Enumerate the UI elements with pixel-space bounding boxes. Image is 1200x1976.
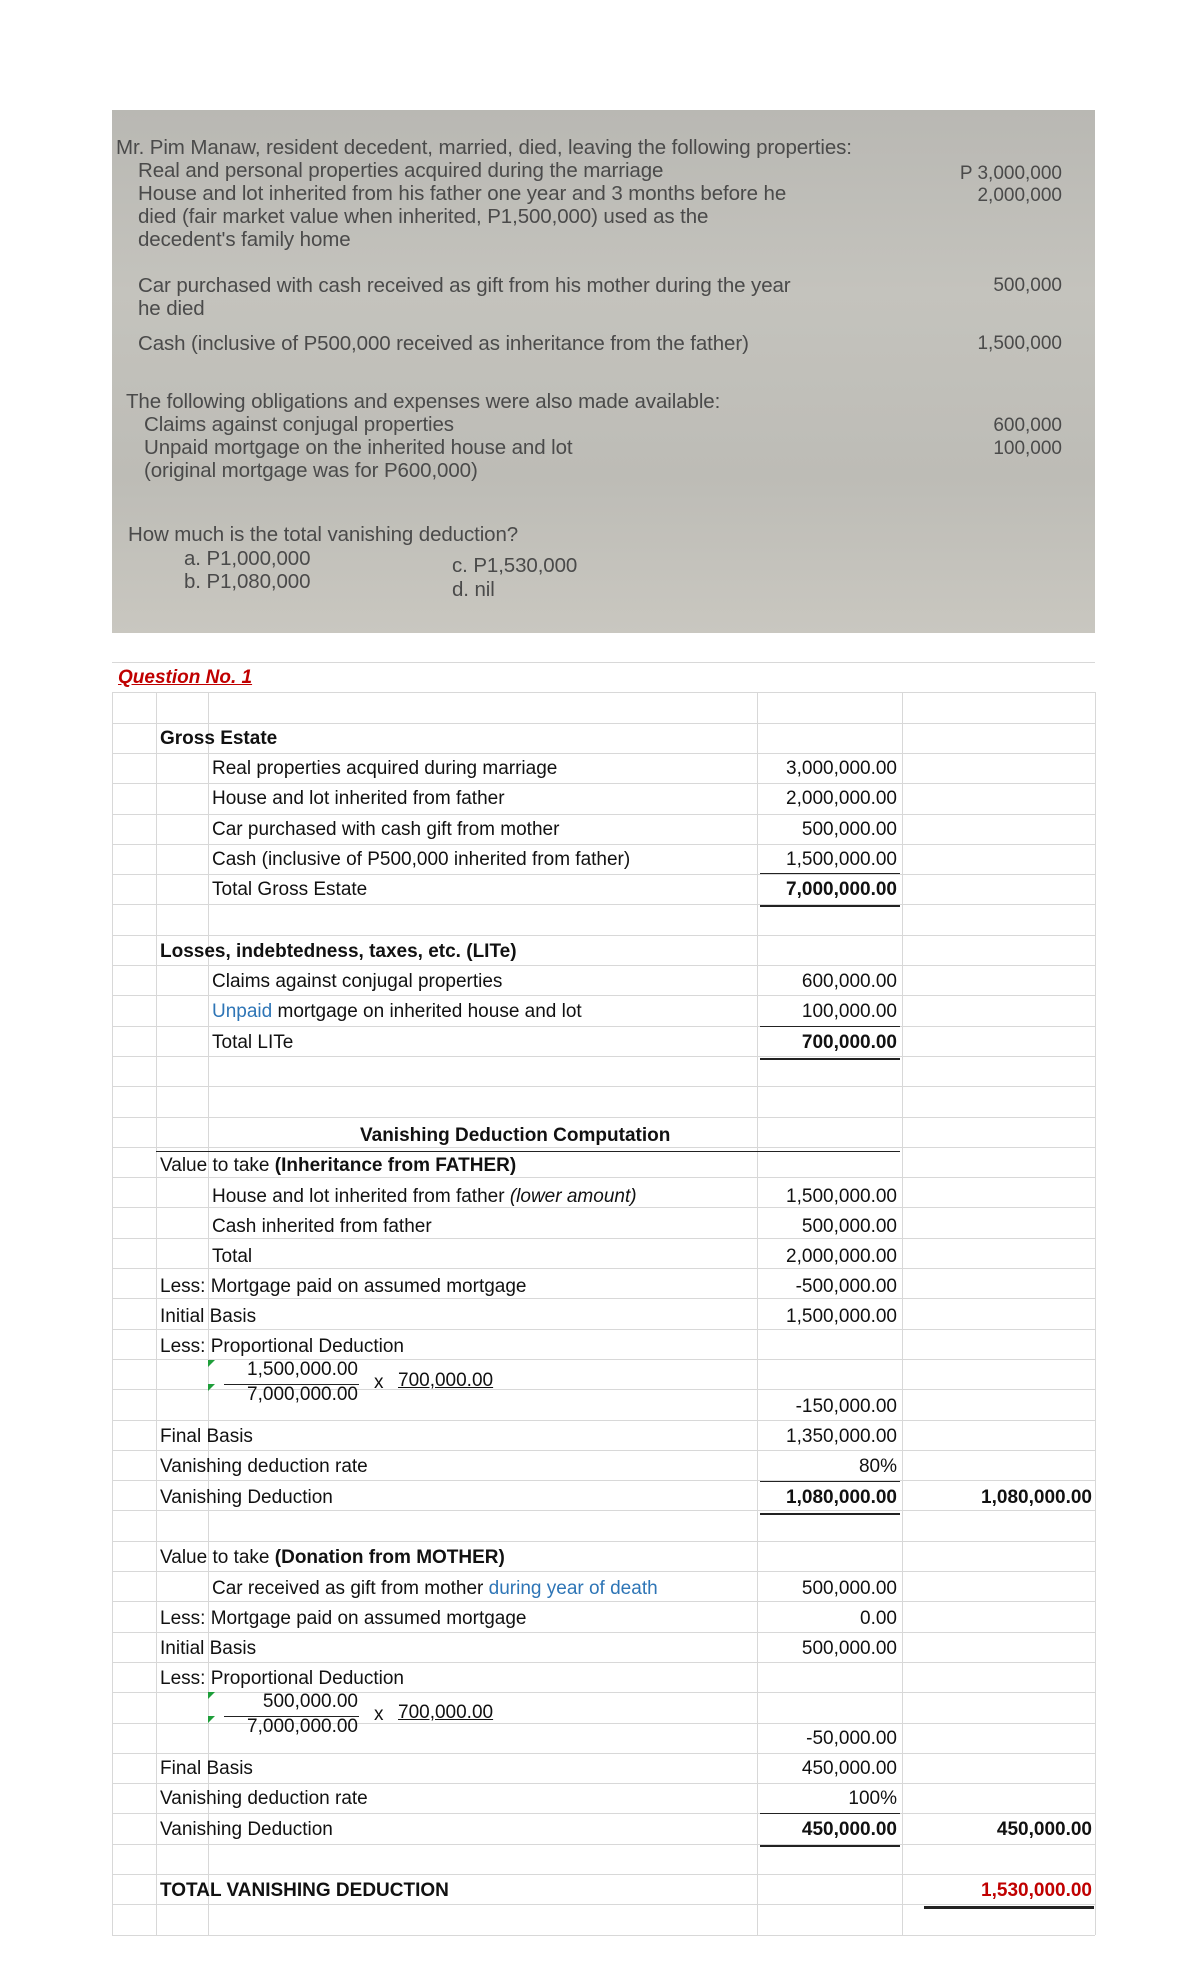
gross-estate-item-amount: 500,000.00 [801, 819, 897, 840]
mother-fraction-numerator: 500,000.00 [262, 1691, 358, 1712]
obligation-line: (original mortgage was for P600,000) [144, 459, 478, 482]
choice-a: a. P1,000,000 [184, 547, 311, 570]
property-amount: 500,000 [993, 275, 1062, 296]
mother-initial-amount: 500,000.00 [801, 1638, 897, 1659]
property-amount: P 3,000,000 [959, 163, 1062, 184]
value-prefix: Value to take [160, 1547, 275, 1568]
property-line: he died [138, 297, 205, 320]
mother-rate-label: Vanishing deduction rate [160, 1788, 368, 1809]
mother-multiplier: 700,000.00 [398, 1702, 494, 1723]
gross-estate-item-amount: 2,000,000.00 [786, 788, 897, 809]
father-times: x [374, 1372, 384, 1393]
vd-heading: Vanishing Deduction Computation [360, 1125, 671, 1146]
grid-row-line [112, 935, 1095, 936]
mother-vd-label: Vanishing Deduction [160, 1819, 333, 1840]
father-vd-amount: 1,080,000.00 [786, 1487, 897, 1508]
grid-row-line [112, 1662, 1095, 1663]
choice-d: d. nil [452, 578, 495, 601]
lite-total-amount: 700,000.00 [801, 1032, 897, 1053]
father-fraction-denominator: 7,000,000.00 [247, 1384, 358, 1405]
gross-estate-item-label: Car purchased with cash gift from mother [212, 819, 560, 840]
mother-value-to-take [160, 1543, 505, 1573]
lite-heading: Losses, indebtedness, taxes, etc. (LITe) [160, 941, 517, 962]
property-line: House and lot inherited from his father one year and 3 months before he [138, 182, 787, 205]
father-rate-label: Vanishing deduction rate [160, 1456, 368, 1477]
cell-comment-marker [208, 1360, 215, 1367]
problem-intro: Mr. Pim Manaw, resident decedent, married, died, leaving the following properties: [116, 136, 852, 159]
mother-initial-label: Initial Basis [160, 1638, 257, 1659]
property-line: died (fair market value when inherited, P1,500,000) used as the [138, 205, 709, 228]
mother-final-label: Final Basis [160, 1758, 253, 1779]
question-text: How much is the total vanishing deduction? [128, 523, 519, 546]
lite-claims-amount: 600,000.00 [801, 971, 897, 992]
house-label-text: House and lot inherited from father [212, 1186, 510, 1207]
obligation-amount: 100,000 [993, 438, 1062, 459]
gross-estate-heading: Gross Estate [160, 728, 278, 749]
grid-row-line [112, 1117, 1095, 1118]
car-label-text: Car received as gift from mother [212, 1578, 489, 1599]
grid-row-line [112, 692, 1095, 693]
property-line: Real and personal properties acquired during the marriage [138, 159, 664, 182]
lite-total-label: Total LITe [212, 1032, 294, 1053]
father-total-amount: 2,000,000.00 [786, 1246, 897, 1267]
grid-row-line [112, 1329, 1095, 1330]
mother-car-amount: 500,000.00 [801, 1578, 897, 1599]
mother-less-mortgage-label: Less: Mortgage paid on assumed mortgage [160, 1608, 527, 1629]
mother-prop-amount: -50,000.00 [806, 1728, 897, 1749]
father-less-mortgage-label: Less: Mortgage paid on assumed mortgage [160, 1276, 527, 1297]
value-prefix: Value to take [160, 1155, 275, 1176]
lite-mortgage-amount: 100,000.00 [801, 1001, 897, 1022]
property-amount: 2,000,000 [977, 185, 1062, 206]
father-prop-amount: -150,000.00 [795, 1396, 897, 1417]
father-fraction-numerator: 1,500,000.00 [247, 1359, 358, 1380]
gross-estate-total-amount: 7,000,000.00 [786, 879, 897, 900]
mother-car-label [212, 1574, 658, 1604]
obligation-line: Claims against conjugal properties [144, 413, 454, 436]
gross-estate-item-label: Real properties acquired during marriage [212, 758, 558, 779]
during-year-of-death: during year of death [488, 1578, 658, 1599]
grid-row-line [112, 1935, 1095, 1936]
father-final-amount: 1,350,000.00 [786, 1426, 897, 1447]
mother-vd-amount: 450,000.00 [801, 1819, 897, 1840]
grid-row-line [112, 1268, 1095, 1269]
father-house-label [212, 1182, 637, 1212]
grid-row-line [112, 662, 1095, 663]
choice-b: b. P1,080,000 [184, 570, 311, 593]
father-initial-label: Initial Basis [160, 1306, 257, 1327]
choice-c: c. P1,530,000 [452, 554, 578, 577]
cell-comment-marker [208, 1716, 215, 1723]
father-vd-total: 1,080,000.00 [981, 1487, 1092, 1508]
question-label: Question No. 1 [118, 667, 253, 688]
mother-less-prop-label: Less: Proportional Deduction [160, 1668, 404, 1689]
mother-less-mortgage-amount: 0.00 [860, 1608, 897, 1629]
lite-mortgage-label [212, 997, 582, 1027]
unpaid-word: Unpaid [212, 1001, 273, 1022]
father-final-label: Final Basis [160, 1426, 253, 1447]
mortgage-rest: mortgage on inherited house and lot [272, 1001, 582, 1022]
gross-estate-item-amount: 3,000,000.00 [786, 758, 897, 779]
obligation-line: Unpaid mortgage on the inherited house and lot [144, 436, 573, 459]
gross-estate-item-label: Cash (inclusive of P500,000 inherited from father) [212, 849, 631, 870]
gross-estate-item-label: House and lot inherited from father [212, 788, 505, 809]
obligations-intro: The following obligations and expenses were also made available: [126, 390, 721, 413]
mother-times: x [374, 1704, 384, 1725]
grid-row-line [112, 1420, 1095, 1421]
gross-estate-item-amount: 1,500,000.00 [786, 849, 897, 870]
grid-row-line [112, 1753, 1095, 1754]
mother-vd-total: 450,000.00 [996, 1819, 1092, 1840]
property-amount: 1,500,000 [977, 333, 1062, 354]
father-value-to-take [160, 1151, 516, 1181]
problem-photo [112, 110, 1095, 633]
father-multiplier: 700,000.00 [398, 1370, 494, 1391]
father-less-mortgage-amount: -500,000.00 [795, 1276, 897, 1297]
obligation-amount: 600,000 [993, 415, 1062, 436]
value-bold: (Donation from MOTHER) [274, 1547, 505, 1568]
total-vd-amount: 1,530,000.00 [981, 1880, 1092, 1901]
property-line: decedent's family home [138, 228, 351, 251]
cell-comment-marker [208, 1692, 215, 1699]
property-line: Car purchased with cash received as gift from his mother during the year [138, 274, 791, 297]
value-bold: (Inheritance from FATHER) [274, 1155, 517, 1176]
father-house-amount: 1,500,000.00 [786, 1186, 897, 1207]
grid-col-line [112, 692, 113, 1935]
grid-col-line [1095, 692, 1096, 1935]
father-less-prop-label: Less: Proportional Deduction [160, 1336, 404, 1357]
cell-comment-marker [208, 1384, 215, 1391]
father-initial-amount: 1,500,000.00 [786, 1306, 897, 1327]
father-rate-amount: 80% [858, 1456, 897, 1477]
property-line: Cash (inclusive of P500,000 received as inheritance from the father) [138, 332, 749, 355]
father-vd-label: Vanishing Deduction [160, 1487, 333, 1508]
grid-col-line [902, 692, 903, 1935]
mother-fraction-denominator: 7,000,000.00 [247, 1716, 358, 1737]
mother-rate-amount: 100% [848, 1788, 897, 1809]
mother-final-amount: 450,000.00 [801, 1758, 897, 1779]
gross-estate-total-label: Total Gross Estate [212, 879, 368, 900]
father-cash-label: Cash inherited from father [212, 1216, 432, 1237]
grid-row-line [112, 1874, 1095, 1875]
grid-row-line [112, 1541, 1095, 1542]
grid-row-line [112, 1086, 1095, 1087]
total-vd-label: TOTAL VANISHING DEDUCTION [160, 1880, 449, 1901]
lower-amount-note: (lower amount) [509, 1186, 637, 1207]
father-cash-amount: 500,000.00 [801, 1216, 897, 1237]
lite-claims-label: Claims against conjugal properties [212, 971, 503, 992]
grid-row-line [112, 1450, 1095, 1451]
spreadsheet-solution [112, 662, 1095, 1962]
father-total-label: Total [212, 1246, 253, 1267]
grid-col-line [156, 692, 157, 1935]
